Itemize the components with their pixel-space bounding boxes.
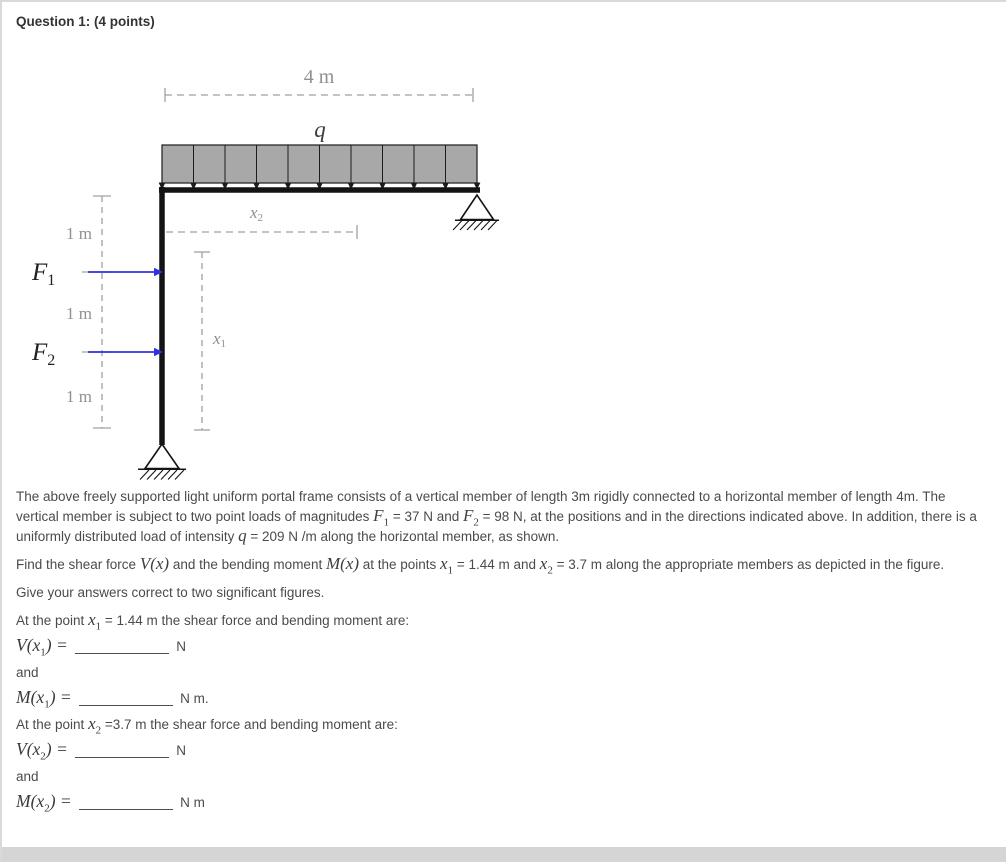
math-sub: 1: [44, 698, 50, 711]
unit-label-v1: N: [176, 639, 186, 654]
math-post: ) =: [49, 687, 77, 707]
dimension-label-1m-mid: 1 m: [66, 304, 92, 323]
question-header: Question 1: (4 points): [16, 14, 155, 29]
math-q: q: [238, 526, 247, 545]
point1-line: [16, 611, 990, 631]
math-post: ) =: [45, 635, 73, 655]
x2-dimension: [166, 203, 357, 239]
math-M-x1: [16, 687, 77, 711]
x1-dimension: [194, 252, 226, 430]
math-sub: 2: [40, 750, 46, 763]
math-base: x: [88, 714, 96, 733]
unit-label-v2: N: [176, 743, 186, 758]
math-V-x1: [16, 635, 73, 659]
answer-line-m1: [16, 688, 990, 710]
intro-text-4: = 209 N /m along the horizontal member, as shown.: [246, 529, 560, 544]
math-F1: [373, 506, 390, 529]
math-x2: [88, 714, 102, 737]
math-base: F: [463, 506, 474, 525]
answer-input-m1[interactable]: [79, 691, 173, 706]
math-M-x2: [16, 791, 77, 815]
point2-text-2: =3.7 m the shear force and bending moment are:: [101, 717, 398, 732]
answer-input-m2[interactable]: [79, 795, 173, 810]
bottom-support: [138, 444, 186, 480]
math-sub: 2: [473, 516, 479, 529]
frame-diagram: [2, 55, 1006, 485]
intro-paragraph: [16, 487, 990, 547]
distributed-load: [159, 145, 481, 190]
math-pre: M(x: [16, 791, 45, 811]
math-sub: 1: [40, 646, 46, 659]
left-dimension: [66, 196, 111, 428]
intro-text-2: = 37 N and: [389, 509, 463, 524]
F1-label: [31, 259, 55, 289]
point2-text-1: At the point: [16, 717, 89, 732]
math-pre: V(x: [16, 739, 41, 759]
find-paragraph: [16, 555, 990, 575]
find-text-5: = 3.7 m along the appropriate members as depicted in the figure.: [552, 557, 945, 572]
F2-base: F: [32, 339, 48, 366]
math-pre: M(x: [16, 687, 45, 707]
point1-text-2: = 1.44 m the shear force and bending moment are:: [101, 613, 410, 628]
unit-label-m2: N m: [180, 795, 205, 810]
answer-line-m2: [16, 792, 990, 814]
x2-label: [249, 203, 263, 224]
math-sub: 2: [44, 802, 50, 815]
force-F2: [31, 339, 163, 369]
math-sub: 1: [383, 516, 390, 529]
find-text-4: = 1.44 m and: [453, 557, 540, 572]
find-text-2: and the bending moment: [169, 557, 326, 572]
find-text-1: Find the shear force: [16, 557, 140, 572]
math-sub: 1: [447, 564, 454, 577]
math-x2: [539, 554, 553, 577]
dimension-label-4m: 4 m: [303, 66, 335, 88]
math-sub: 2: [547, 564, 553, 577]
math-base: x: [539, 554, 548, 573]
question-text: [2, 485, 1006, 814]
F2-sub: 2: [47, 352, 56, 369]
answer-input-v2[interactable]: [75, 743, 169, 758]
right-support: [453, 195, 499, 230]
x1-sub: 1: [220, 338, 227, 350]
math-M-of-x: M(x): [325, 554, 359, 573]
math-post: ) =: [45, 739, 73, 759]
x1-base: x: [213, 329, 221, 348]
F1-base: F: [32, 259, 48, 286]
F2-label: [31, 339, 55, 369]
intro-text-1: The above freely supported light uniform portal frame consists of a vertical member of length 3m rigidly connected to a horizontal member of length 4m. The vertical member is subject to two point loads of magnitudes: [16, 489, 946, 524]
q-load-label: q: [314, 117, 326, 142]
portal-frame-figure: [2, 55, 522, 485]
point1-text-1: At the point: [16, 613, 89, 628]
answer-line-v2: [16, 740, 990, 762]
math-V-of-x: V(x): [139, 554, 170, 573]
and-connector-2: and: [16, 769, 39, 784]
math-pre: V(x: [16, 635, 41, 655]
math-x1: [440, 554, 454, 577]
x2-base: x: [250, 203, 258, 222]
dimension-label-1m-top: 1 m: [66, 224, 92, 243]
next-section-edge: [0, 847, 1006, 862]
force-F1: [31, 259, 163, 289]
answer-line-v1: [16, 636, 990, 658]
math-base: F: [373, 506, 384, 525]
math-F2: [463, 506, 479, 529]
top-dimension: [165, 66, 473, 102]
x2-sub: 2: [257, 212, 264, 224]
math-base: x: [440, 554, 448, 573]
and-connector-1: and: [16, 665, 39, 680]
F1-sub: 1: [47, 272, 56, 289]
find-text-3: at the points: [358, 557, 441, 572]
dimension-label-1m-bottom: 1 m: [66, 387, 92, 406]
answer-input-v1[interactable]: [75, 639, 169, 654]
point2-line: [16, 715, 990, 735]
math-base: x: [88, 610, 96, 629]
math-post: ) =: [49, 791, 77, 811]
math-sub: 2: [95, 724, 102, 737]
math-sub: 1: [95, 620, 102, 633]
unit-label-m1: N m.: [180, 691, 209, 706]
math-V-x2: [16, 739, 73, 763]
sig-figs-note: Give your answers correct to two significant figures.: [16, 585, 325, 600]
x1-label: [212, 329, 226, 350]
intro-text-3: = 98 N, at the positions and in the directions indicated above. In addition, there is a uniformly distributed load of intensity: [16, 509, 977, 544]
math-x1: [88, 610, 102, 633]
